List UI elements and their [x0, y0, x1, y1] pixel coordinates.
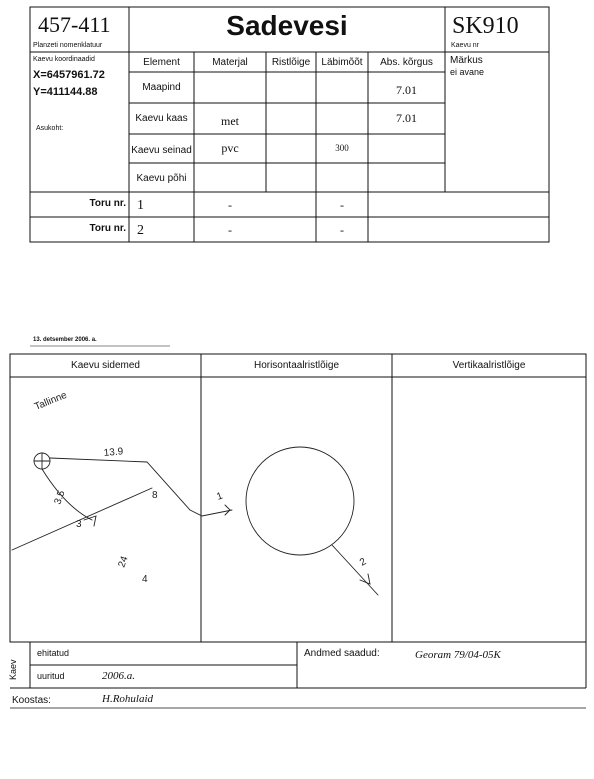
street-label: Tallinne [33, 389, 69, 413]
notes-title: Märkus [450, 55, 483, 66]
pipe-material: - [228, 198, 232, 212]
col-title-horizontal-section: Horisontaalristlõige [253, 360, 340, 371]
distance-label: 3.5 [52, 489, 68, 507]
pipe-label-sketch: 2 [358, 556, 369, 569]
document-date: 13. detsember 2006. a. [33, 337, 97, 343]
built-label: ehitatud [37, 648, 70, 658]
page-title: Sadevesi [226, 10, 348, 41]
pipe-material: - [228, 223, 232, 237]
pipe-label: Toru nr. [89, 223, 126, 234]
pipe-label-sketch: 1 [215, 490, 225, 503]
row-element-label: Maapind [142, 82, 181, 93]
row-diameter-value: 300 [335, 143, 349, 153]
pipe-number: 1 [137, 198, 144, 213]
well-section-circle [246, 447, 354, 555]
row-element-label: Kaevu seinad [131, 145, 192, 156]
surveyed-label: uuritud [37, 671, 65, 681]
distance-label: 8 [152, 490, 158, 501]
row-height-value: 7.01 [396, 111, 417, 125]
row-height-value: 7.01 [396, 83, 417, 97]
surveyed-value: 2006.a. [102, 670, 135, 682]
col-header-diameter: Läbimõõt [321, 57, 363, 68]
map-number-caption: Planzeti nomenklatuur [33, 42, 103, 49]
col-title-vertical-section: Vertikaalristlõige [452, 360, 526, 371]
row-material-value: met [221, 114, 239, 128]
pipe-label: Toru nr. [89, 198, 126, 209]
col-title-connections: Kaevu sidemed [71, 360, 140, 371]
coord-x: X=6457961.72 [33, 69, 105, 81]
author-label: Koostas: [12, 695, 51, 706]
street-edge-line [12, 488, 152, 550]
author-value: H.Rohulaid [102, 693, 154, 705]
row-element-label: Kaevu põhi [136, 173, 187, 184]
map-number: 457-411 [38, 12, 111, 37]
arrow-icon [360, 574, 370, 584]
pipe-connection-line [190, 510, 232, 516]
data-source-label: Andmed saadud: [304, 648, 380, 659]
location-label: Asukoht: [36, 125, 64, 132]
col-header-abs-height: Abs. kõrgus [380, 57, 433, 68]
well-number: SK910 [452, 13, 519, 39]
outlet-pipe-line [332, 545, 378, 595]
well-number-caption: Kaevu nr [451, 42, 480, 49]
coords-caption: Kaevu koordinaadid [33, 56, 95, 63]
row-material-value: pvc [221, 141, 239, 155]
pipe-diameter: - [340, 223, 344, 237]
pipe-diameter: - [340, 198, 344, 212]
distance-label: 24 [116, 554, 131, 570]
arrow-icon [225, 505, 230, 515]
col-header-element: Element [143, 57, 180, 68]
col-header-material: Materjal [212, 57, 248, 68]
well-side-label: Kaev [8, 659, 18, 680]
notes-text: ei avane [450, 67, 485, 77]
data-source-value: Georam 79/04-05K [415, 649, 501, 661]
row-element-label: Kaevu kaas [135, 113, 188, 124]
pipe-number: 2 [137, 223, 144, 238]
coord-y: Y=411144.88 [33, 86, 98, 98]
distance-label: 3 [76, 519, 82, 530]
col-header-cross-section: Ristlõige [271, 57, 311, 68]
distance-label: 4 [142, 574, 148, 585]
distance-label: 13.9 [103, 446, 124, 459]
